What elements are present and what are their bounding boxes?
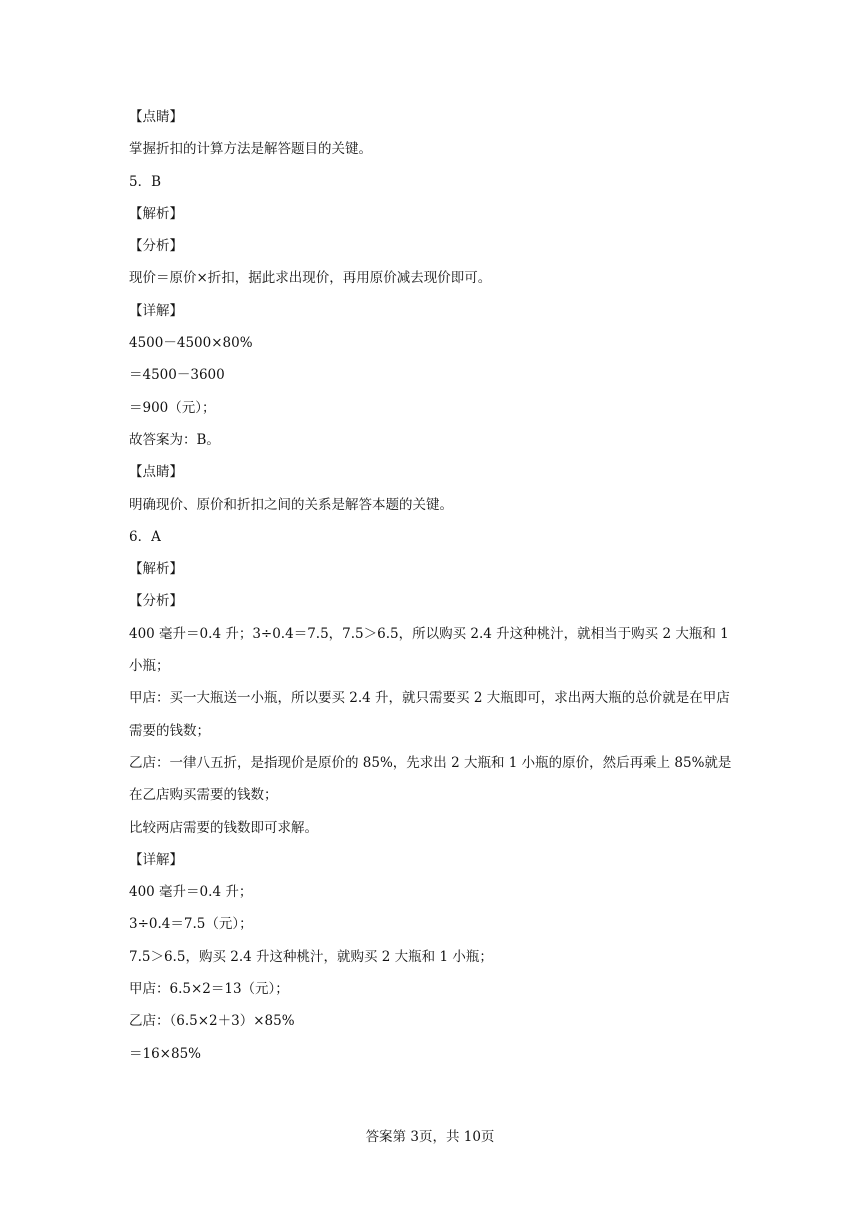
formula-line: ＝4500－3600 xyxy=(129,367,225,384)
question-answer-6: 6．A xyxy=(129,528,161,545)
text-line: 明确现价、原价和折扣之间的关系是解答本题的关键。 xyxy=(129,496,453,513)
text-line: 故答案为：B。 xyxy=(129,431,220,448)
formula-line: 乙店：（6.5×2＋3）×85% xyxy=(129,1013,295,1030)
formula-line: 3÷0.4＝7.5（元）； xyxy=(129,916,253,933)
text-line: 掌握折扣的计算方法是解答题目的关键。 xyxy=(129,141,372,158)
formula-line: 甲店：6.5×2＝13（元）； xyxy=(129,981,289,998)
section-heading-dianjing: 【点睛】 xyxy=(129,109,183,125)
page-footer: 答案第 3页，共 10页 xyxy=(365,1129,495,1145)
text-paragraph: 400 毫升＝0.4 升；3÷0.4＝7.5，7.5＞6.5，所以购买 2.4 升这种桃汁，就相当于购买 2 大瓶和 1 小瓶； xyxy=(129,625,729,675)
formula-line: 4500－4500×80% xyxy=(129,335,253,352)
section-heading-dianjing: 【点睛】 xyxy=(129,464,183,481)
formula-line: ＝16×85% xyxy=(129,1045,201,1062)
text-line: 比较两店需要的钱数即可求解。 xyxy=(129,819,318,836)
question-answer-5: 5．B xyxy=(129,173,162,190)
text-paragraph: 乙店：一律八五折，是指现价是原价的 85%，先求出 2 大瓶和 1 小瓶的原价，然后再乘上 85%就是在乙店购买需要的钱数； xyxy=(129,754,732,804)
text-line: 7.5＞6.5，购买 2.4 升这种桃汁，就购买 2 大瓶和 1 小瓶； xyxy=(129,948,493,965)
answer-content xyxy=(129,108,739,1077)
formula-line: ＝900（元）； xyxy=(129,399,216,416)
section-heading-jiexi: 【解析】 xyxy=(129,561,183,578)
formula-line: 400 毫升＝0.4 升； xyxy=(129,884,253,901)
section-heading-jiexi: 【解析】 xyxy=(129,205,183,222)
text-line: 现价＝原价×折扣，据此求出现价，再用原价减去现价即可。 xyxy=(129,270,492,287)
section-heading-xiangjie: 【详解】 xyxy=(129,302,183,319)
section-heading-fenxi: 【分析】 xyxy=(129,593,183,610)
section-heading-fenxi: 【分析】 xyxy=(129,238,183,255)
section-heading-xiangjie: 【详解】 xyxy=(129,851,183,868)
text-paragraph: 甲店：买一大瓶送一小瓶，所以要买 2.4 升，就只需要买 2 大瓶即可，求出两大瓶的总价就是在甲店需要的钱数； xyxy=(129,690,730,739)
